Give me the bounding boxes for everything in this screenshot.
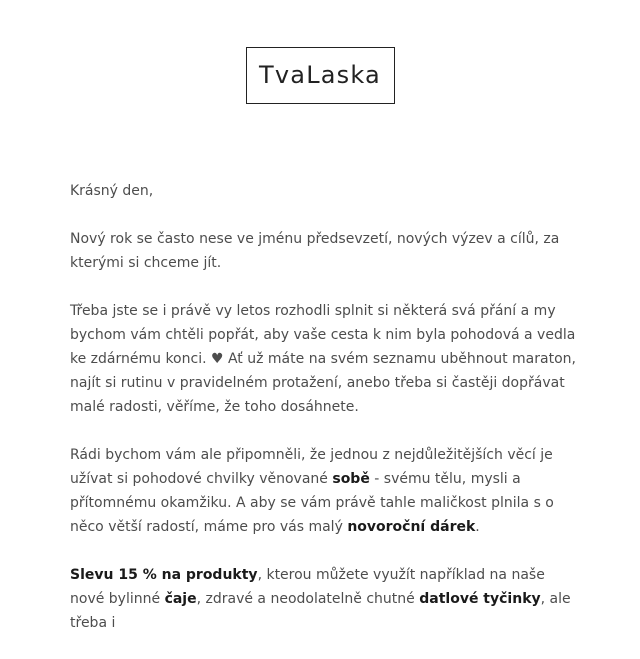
logo-container <box>0 47 640 104</box>
brand-logo[interactable]: TvaLaska <box>246 47 395 104</box>
discount-bold: Slevu 15 % na produkty <box>70 567 258 583</box>
reminder-text-1: Rádi bychom vám ale připomněli, že jednou z nejdůležitějších věcí je užívat si pohodové chvilky věnované <box>70 447 553 487</box>
greeting: Krásný den, <box>70 183 154 199</box>
email-body <box>70 179 580 659</box>
reminder-bold-self: sobě <box>332 471 370 487</box>
reminder-bold-gift: novoroční dárek <box>347 519 476 535</box>
reminder-text-2: - svému tělu, mysli a přítomnému okamžiku. A aby se vám právě tahle maličkost plnila s o něco větší radostí, máme pro vás malý <box>70 471 554 535</box>
paragraph-discount <box>70 563 580 635</box>
paragraph-intro: Nový rok se často nese ve jménu předsevzetí, nových výzev a cílů, za kterými si chceme jít. <box>70 231 560 271</box>
reminder-text-3: . <box>475 519 480 535</box>
discount-text-2: , zdravé a neodolatelně chutné <box>196 591 420 607</box>
discount-text-1: , kterou můžete využít například na naše nové bylinné <box>70 567 545 607</box>
discount-bold-tea: čaje <box>164 591 197 607</box>
discount-text-3: , ale třeba i <box>70 591 571 631</box>
discount-bold-bars: datlové tyčinky <box>419 591 541 607</box>
paragraph-wishes: Třeba jste se i právě vy letos rozhodli splnit si některá svá přání a my bychom vám chtěli popřát, aby vaše cesta k nim byla pohodová a vedla ke zdárnému konci. ♥ Ať už máte na svém seznamu uběhnout maraton, najít si rutinu v pravidelném protažení, anebo třeba si častěji dopřávat malé radosti, věříme, že toho dosáhnete. <box>70 303 576 415</box>
paragraph-reminder <box>70 443 580 539</box>
